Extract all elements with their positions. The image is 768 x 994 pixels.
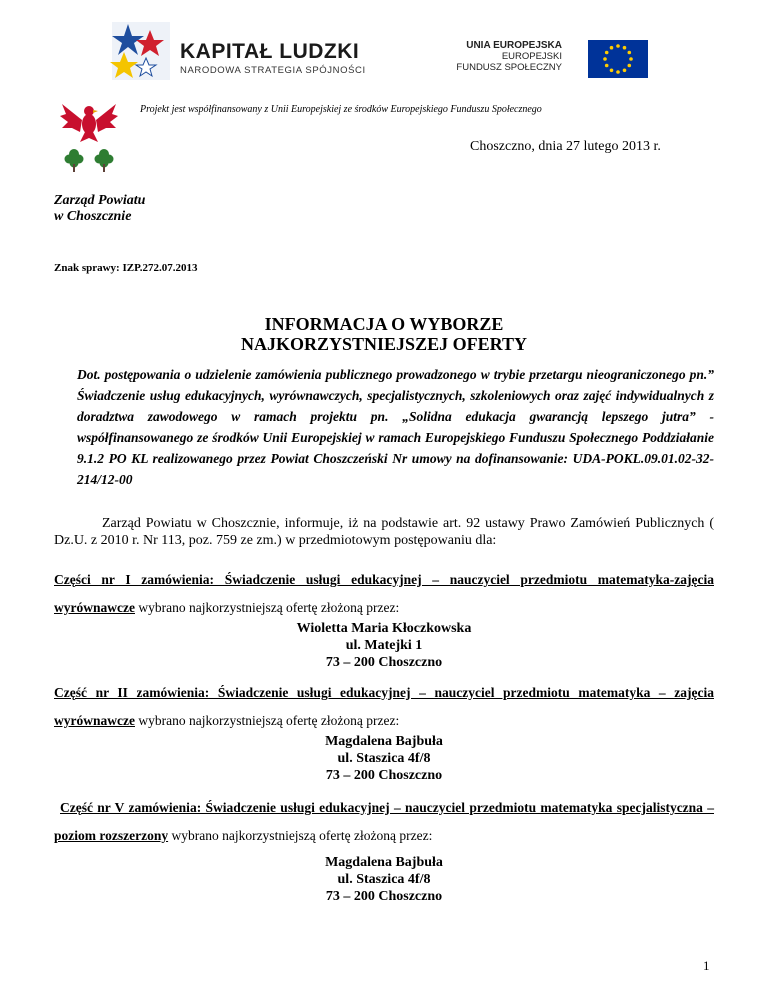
eu-line2: EUROPEJSKI xyxy=(501,51,562,62)
kapital-ludzki-logo xyxy=(108,18,368,84)
part-1-street: ul. Matejki 1 xyxy=(345,638,423,653)
part-5-paragraph xyxy=(54,794,714,850)
part-1-city: 73 – 200 Choszczno xyxy=(325,655,443,670)
page-number: 1 xyxy=(703,958,710,973)
part-2-name: Magdalena Bajbuła xyxy=(325,734,443,749)
part-5-city: 73 – 200 Choszczno xyxy=(325,889,443,904)
place-date: Choszczno, dnia 27 lutego 2013 r. xyxy=(470,139,661,154)
kapital-ludzki-title: KAPITAŁ LUDZKI xyxy=(180,40,360,63)
part-2-paragraph xyxy=(54,679,714,735)
part-5-after: wybrano najkorzystniejszą ofertę złożoną przez: xyxy=(168,828,433,843)
part-2-title: Część nr II zamówienia: Świadczenie usługi edukacyjnej – nauczyciel przedmiotu matematyka – zajęcia wyrównawcze xyxy=(54,685,714,728)
intro-paragraph xyxy=(54,515,714,549)
kapital-ludzki-emblem-icon xyxy=(108,18,174,84)
coat-of-arms-icon xyxy=(58,98,120,178)
eu-logo xyxy=(452,40,652,80)
cofinancing-note: Projekt jest współfinansowany z Unii Europejskiej ze środków Europejskiego Funduszu Społecznego xyxy=(140,104,542,115)
addressee xyxy=(54,193,145,225)
part-5-title: Część nr V zamówienia: Świadczenie usługi edukacyjnej – nauczyciel przedmiotu matematyka specjalistyczna –poziom rozszerzony xyxy=(54,800,714,843)
addressee-line1: Zarząd Powiatu xyxy=(54,193,146,208)
regarding-paragraph: Dot. postępowania o udzielenie zamówienia publicznego prowadzonego w trybie przetargu nieograniczonego pn.” Świadczenie usług edukacyjnych, wyrównawczych, specjalistycznych, szkoleniowych oraz zajęć indywidualnych z doradztwa zawodowego w ramach projektu pn. „Solidna edukacja gwarancją lepszego jutra” - współfinansowanego ze środków Unii Europejskiej w ramach Europejskiego Funduszu Społecznego Poddziałanie 9.1.2 PO KL realizowanego przez Powiat Choszczeński Nr umowy na dofinansowanie: UDA-POKL.09.01.02-32-214/12-00 xyxy=(77,367,714,487)
part-1-after: wybrano najkorzystniejszą ofertę złożoną przez: xyxy=(134,600,400,615)
part-5-street: ul. Staszica 4f/8 xyxy=(337,872,431,887)
eu-line3: FUNDUSZ SPOŁECZNY xyxy=(456,62,562,73)
part-2-street: ul. Staszica 4f/8 xyxy=(337,751,431,766)
page-title-line1: INFORMACJA O WYBORZE xyxy=(264,314,504,334)
part-1-title: Części nr I zamówienia: Świadczenie usługi edukacyjnej – nauczyciel przedmiotu matematyka-zajęcia wyrównawcze xyxy=(54,572,714,615)
part-1-name: Wioletta Maria Kłoczkowska xyxy=(296,621,472,636)
part-2-after: wybrano najkorzystniejszą ofertę złożoną przez: xyxy=(134,713,400,728)
reference-number: Znak sprawy: IZP.272.07.2013 xyxy=(54,262,198,274)
eu-flag-icon xyxy=(588,40,648,78)
eu-text xyxy=(452,40,562,73)
intro-text: Zarząd Powiatu w Choszcznie, informuje, iż na podstawie art. 92 ustawy Prawo Zamówień Publicznych ( Dz.U. z 2010 r. Nr 113, poz. 759 ze zm.) w przedmiotowym postępowaniu dla: xyxy=(54,516,714,548)
kapital-ludzki-subtitle: NARODOWA STRATEGIA SPÓJNOŚCI xyxy=(180,65,366,76)
page-title xyxy=(0,314,768,354)
part-1-paragraph xyxy=(54,566,714,622)
addressee-line2: w Choszcznie xyxy=(54,209,132,224)
part-1-winner xyxy=(0,620,768,671)
part-2-winner xyxy=(0,733,768,784)
part-5-winner xyxy=(0,854,768,905)
part-2-city: 73 – 200 Choszczno xyxy=(325,768,443,783)
page-title-line2: NAJKORZYSTNIEJSZEJ OFERTY xyxy=(241,334,527,354)
eu-line1: UNIA EUROPEJSKA xyxy=(466,40,562,51)
part-5-name: Magdalena Bajbuła xyxy=(325,855,443,870)
